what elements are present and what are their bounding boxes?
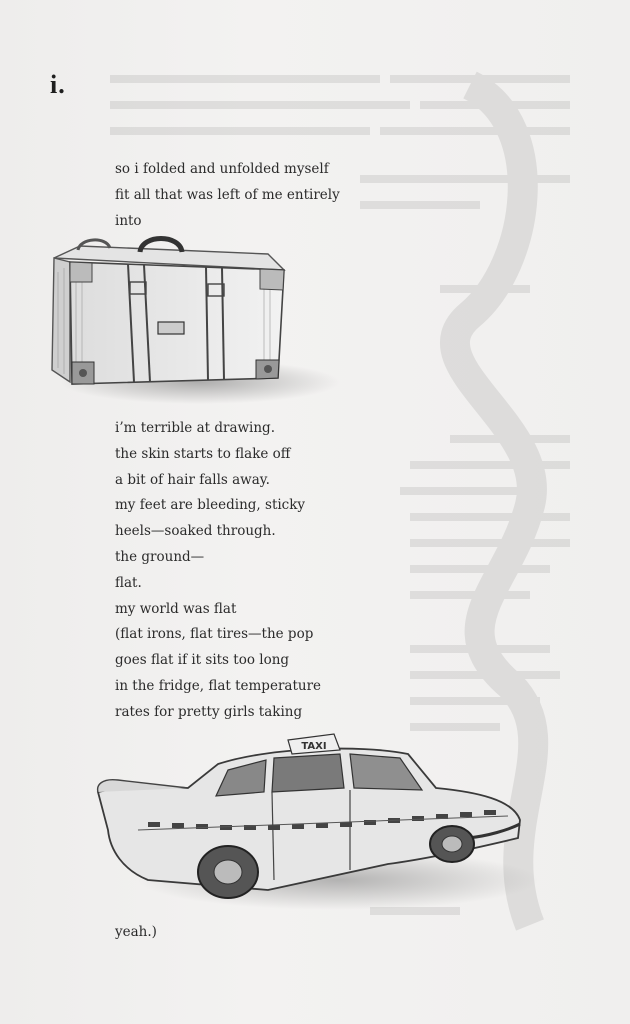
section-title: i. xyxy=(50,70,66,99)
poem-line: the skin starts to flake off xyxy=(115,445,291,462)
stanza-1 xyxy=(115,157,340,234)
poem-line: my feet are bleeding, sticky xyxy=(115,497,306,514)
poem-line: flat. xyxy=(115,574,142,591)
poem-line: in the fridge, flat temperature xyxy=(115,677,322,694)
poem-line: i’m terrible at drawing. xyxy=(115,420,275,436)
stanza-3 xyxy=(115,920,157,946)
poem-line: into xyxy=(115,212,142,229)
stanza-2 xyxy=(115,416,321,726)
suitcase-illustration xyxy=(40,232,340,412)
poem-line: goes flat if it sits too long xyxy=(115,652,290,669)
poem-line: the ground— xyxy=(115,548,205,565)
poem-line: my world was flat xyxy=(115,600,237,617)
poem-line: yeah.) xyxy=(115,924,157,940)
poem-line: rates for pretty girls taking xyxy=(115,703,303,720)
poem-line: (flat irons, flat tires—the pop xyxy=(115,626,314,643)
poem-line: a bit of hair falls away. xyxy=(115,471,270,488)
taxi-sign-text: TAXI xyxy=(301,741,327,752)
poem-line: so i folded and unfolded myself xyxy=(115,161,329,177)
poem-line: heels—soaked through. xyxy=(115,523,276,540)
taxi-illustration xyxy=(88,730,538,920)
poem-line: fit all that was left of me entirely xyxy=(115,186,340,203)
